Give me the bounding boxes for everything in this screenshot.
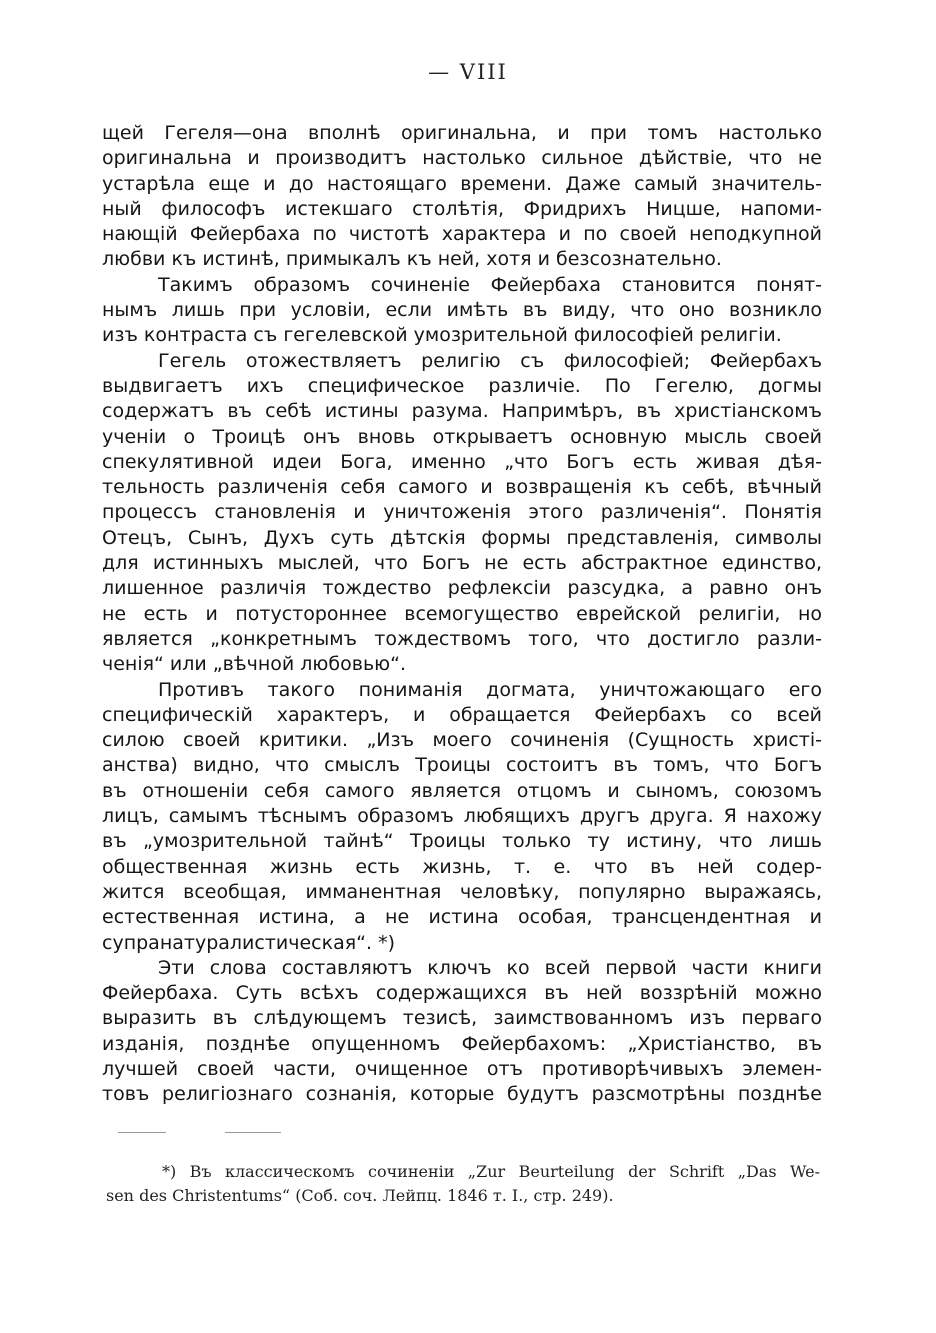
text-line: щей Гегеля—она вполнѣ оригинальна, и при томъ настолько	[102, 122, 822, 144]
footnote	[106, 1160, 820, 1208]
text-line: Фейербаха. Суть всѣхъ содержащихся въ ней воззрѣній можно	[102, 982, 822, 1005]
text-line: лучшей своей части, очищенное отъ противорѣчивыхъ элемен-	[102, 1057, 822, 1080]
text-line: Отецъ, Сынъ, Духъ суть дѣтскія формы представленія, символы	[102, 526, 822, 549]
text-line: для истинныхъ мыслей, что Богъ не есть абстрактное единство,	[102, 552, 822, 575]
text-line: ченія“ или „вѣчной любовью“.	[102, 653, 407, 676]
text-line: изданія, позднѣе опущенномъ Фейербахомъ: „Христіанство, въ	[102, 1032, 822, 1055]
text-line: Противъ такого пониманія догмата, уничтожающаго его	[158, 678, 822, 701]
text-line: супранатуралистическая“. *)	[102, 931, 395, 954]
text-line: Такимъ образомъ сочиненіе Фейербаха становится понят-	[158, 273, 822, 296]
text-line: жится всеобщая, имманентная человѣку, популярно выражаясь,	[102, 880, 822, 903]
text-line: лицъ, самымъ тѣснымъ образомъ любящихъ другъ друга. Я нахожу	[102, 805, 822, 828]
text-line: естественная истина, а не истина особая, трансцендентная и	[102, 906, 822, 929]
text-line: специфическій характеръ, и обращается Фейербахъ со всей	[102, 703, 822, 726]
text-line: спекулятивной идеи Бога, именно „что Богъ есть живая дѣя-	[102, 450, 822, 473]
text-line: ный философъ истекшаго столѣтія, Фридрихъ Ницше, напоми-	[102, 197, 822, 220]
text-line: оригинальна и производитъ настолько сильное дѣйствіе, что не	[102, 147, 822, 170]
text-line: ученіи о Троицѣ онъ вновь открываетъ основную мысль своей	[102, 425, 822, 448]
text-line: устарѣла еще и до настоящаго времени. Даже самый значитель-	[102, 172, 822, 195]
text-line: товъ религіознаго сознанія, которые будутъ разсмотрѣны позднѣе	[102, 1083, 822, 1106]
text-line: тельность различенія себя самого и возвращенія къ себѣ, вѣчный	[102, 476, 822, 499]
text-line: Гегель отожествляетъ религію съ философіей; Фейербахъ	[158, 349, 822, 372]
footnote-line: *) Въ классическомъ сочиненіи „Zur Beurteilung der Schrift „Das We-	[162, 1162, 820, 1181]
text-line: любви къ истинѣ, примыкалъ къ ней, хотя и безсознательно.	[102, 248, 722, 271]
text-line: въ отношеніи себя самого является отцомъ и сыномъ, союзомъ	[102, 779, 822, 802]
footnote-separator	[118, 1132, 166, 1133]
text-line: силою своей критики. „Изъ моего сочиненія (Сущность христі-	[102, 729, 822, 752]
text-line: нымъ лишь при условіи, если имѣть въ виду, что оно возникло	[102, 299, 822, 322]
text-line: выдвигаетъ ихъ специфическое различіе. По Гегелю, догмы	[102, 374, 822, 397]
footnote-line: sen des Christentums“ (Соб. соч. Лейпц. 1846 т. I., стр. 249).	[106, 1186, 614, 1205]
footnote-separator	[225, 1132, 281, 1133]
text-line: въ „умозрительной тайнѣ“ Троицы только ту истину, что лишь	[102, 830, 822, 853]
text-line: выразить въ слѣдующемъ тезисѣ, заимствованномъ изъ перваго	[102, 1007, 822, 1030]
main-text	[102, 121, 822, 1108]
text-line: содержатъ въ себѣ истины разума. Напримѣръ, въ христіанскомъ	[102, 400, 822, 423]
text-line: процессъ становленія и уничтоженія этого различенія“. Понятія	[102, 501, 822, 524]
text-line: лишенное различія тождество рефлексіи разсудка, а равно онъ	[102, 577, 822, 600]
text-line: изъ контраста съ гегелевской умозрительной философіей религіи.	[102, 324, 782, 347]
text-line: не есть и потустороннее всемогущество еврейской религіи, но	[102, 602, 822, 625]
text-line: анства) видно, что смыслъ Троицы состоитъ въ томъ, что Богъ	[102, 754, 822, 777]
text-line: Эти слова составляютъ ключъ ко всей первой части книги	[158, 956, 822, 979]
text-line: нающій Фейербаха по чистотѣ характера и по своей неподкупной	[102, 223, 822, 246]
text-line: является „конкретнымъ тождествомъ того, что достигло разли-	[102, 627, 822, 650]
page-number: — VIII	[428, 60, 508, 84]
text-line: общественная жизнь есть жизнь, т. е. что въ ней содер-	[102, 855, 822, 878]
